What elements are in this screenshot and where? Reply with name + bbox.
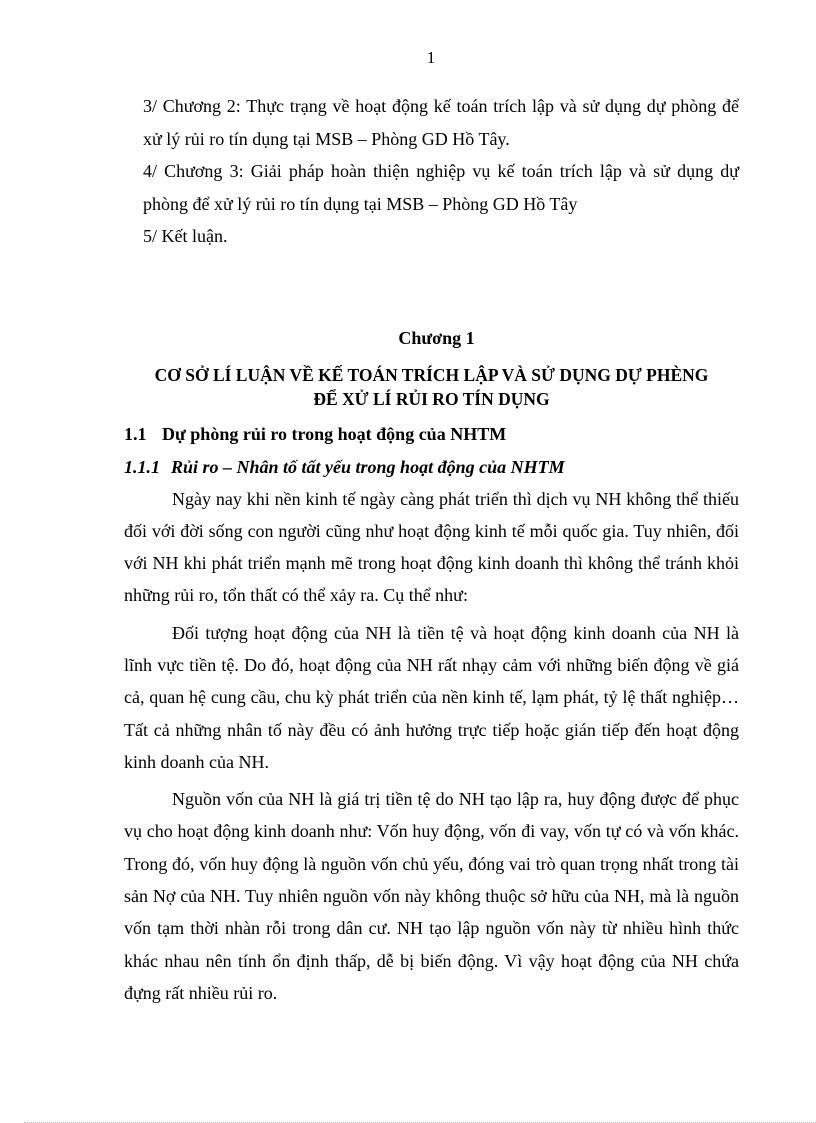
paragraph: Đối tượng hoạt động của NH là tiền tệ và hoạt động kinh doanh của NH là lĩnh vực tiền tệ. Do đó, hoạt động của NH rất nhạy cảm với những biến động về giá cả, quan hệ cung cầu, chu kỳ phát triển của nền kinh tế, lạm phát, tỷ lệ thất nghiệp…Tất cả những nhân tố này đều có ảnh hưởng trực tiếp hoặc gián tiếp đến hoạt động kinh doanh của NH.: [124, 622, 739, 772]
outline-item-chapter-3: 4/ Chương 3: Giải pháp hoàn thiện nghiệp vụ kế toán trích lập và sử dụng dự phòng để xử lý rủi ro tín dụng tại MSB – Phòng GD Hồ Tây: [143, 161, 739, 214]
section-heading: [124, 421, 739, 447]
subsection-heading: [124, 454, 739, 480]
subsection-number: 1.1.1: [124, 456, 160, 477]
paragraph: Nguồn vốn của NH là giá trị tiền tệ do NH tạo lập ra, huy động được để phục vụ cho hoạt động kinh doanh như: Vốn huy động, vốn đi vay, vốn tự có và vốn khác. Trong đó, vốn huy động là nguồn vốn chủ yếu, đóng vai trò quan trọng nhất trong tài sản Nợ của NH. Tuy nhiên nguồn vốn này không thuộc sở hữu của NH, mà là nguồn vốn tạm thời nhàn rỗi trong dân cư. NH tạo lập nguồn vốn này từ nhiều hình thức khác nhau nên tính ổn định thấp, dễ bị biến động. Vì vậy hoạt động của NH chứa đựng rất nhiều rủi ro.: [124, 789, 739, 1003]
document-body: [124, 90, 739, 1009]
section-number: 1.1: [124, 423, 147, 444]
chapter-title-line-1: CƠ SỞ LÍ LUẬN VỀ KẾ TOÁN TRÍCH LẬP VÀ SỬ DỤNG DỰ PHÈNG: [154, 364, 709, 385]
subsection-title: Rủi ro – Nhân tố tất yếu trong hoạt động của NHTM: [171, 456, 565, 477]
chapter-title: [124, 363, 739, 411]
paragraph: Ngày nay khi nền kinh tế ngày càng phát triển thì dịch vụ NH không thể thiếu đối với đời sống con người cũng như hoạt động kinh tế mỗi quốc gia. Tuy nhiên, đối với NH khi phát triển mạnh mẽ trong hoạt động kinh doanh thì không thể tránh khỏi những rủi ro, tổn thất có thể xảy ra. Cụ thể như:: [124, 488, 739, 606]
outline-item-chapter-2: 3/ Chương 2: Thực trạng về hoạt động kế toán trích lập và sử dụng dự phòng để xử lý rủi ro tín dụng tại MSB – Phòng GD Hồ Tây.: [143, 96, 739, 149]
section-title: Dự phòng rủi ro trong hoạt động của NHTM: [162, 423, 507, 444]
chapter-label: Chương 1: [398, 327, 475, 348]
chapter-title-line-2: ĐỂ XỬ LÍ RỦI RO TÍN DỤNG: [313, 388, 550, 409]
outline-item-conclusion: 5/ Kết luận.: [143, 226, 228, 246]
page-number: 1: [426, 48, 436, 67]
body-text: [124, 483, 739, 1010]
chapter-outline-list: [124, 90, 739, 253]
